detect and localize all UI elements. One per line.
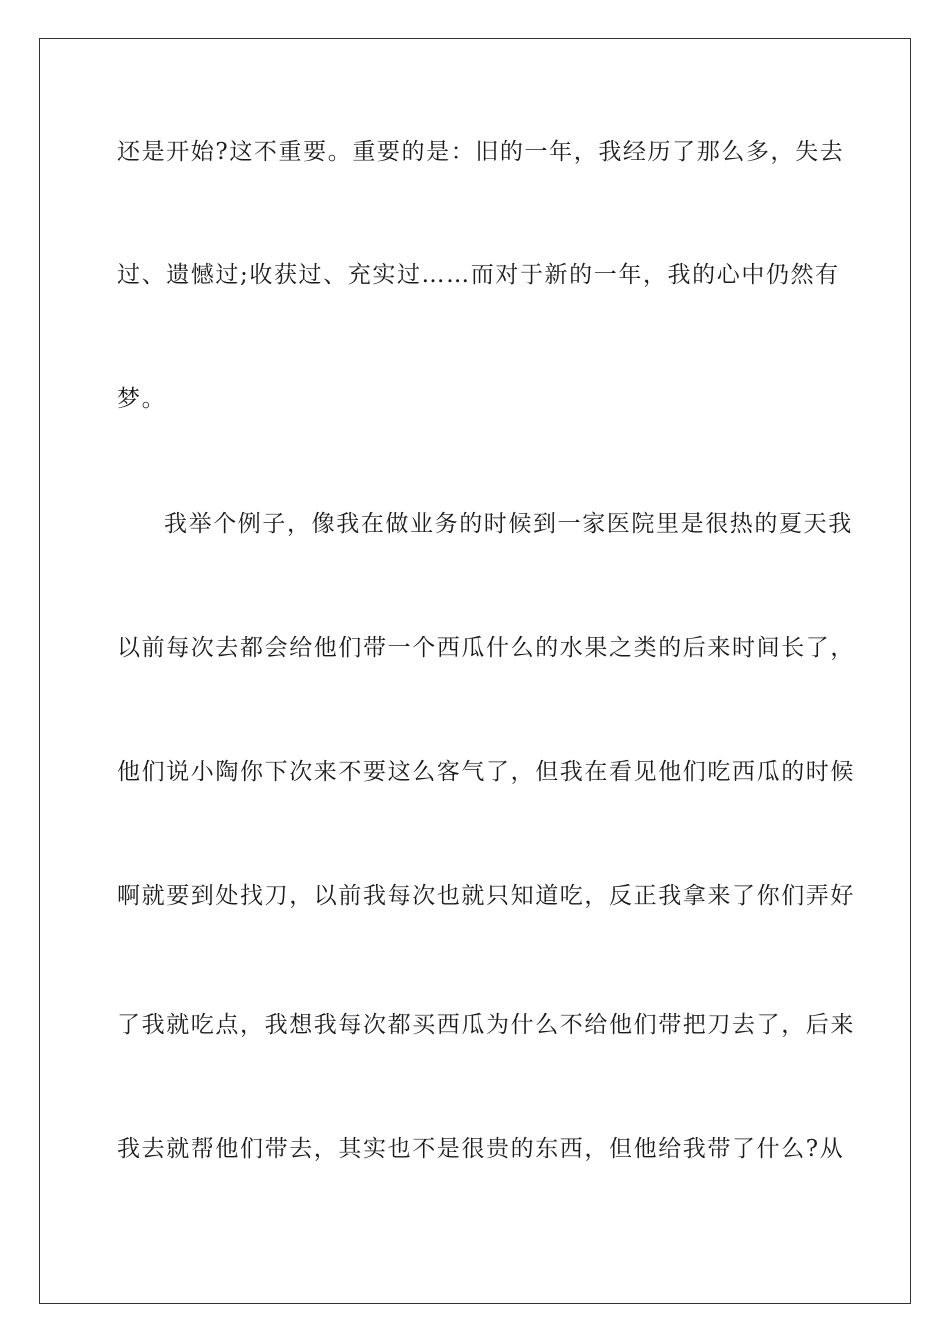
text-line: 了我就吃点，我想我每次都买西瓜为什么不给他们带把刀去了，后来 <box>117 1012 855 1038</box>
text-line: 还是开始?这不重要。重要的是：旧的一年，我经历了那么多，失去 <box>117 139 845 165</box>
text-line: 过、遗憾过;收获过、充实过……而对于新的一年，我的心中仍然有 <box>117 262 840 288</box>
text-line: 梦。 <box>117 386 167 412</box>
text-line: 我举个例子，像我在做业务的时候到一家医院里是很热的夏天我 <box>164 511 853 537</box>
text-line: 他们说小陶你下次来不要这么客气了，但我在看见他们吃西瓜的时候 <box>117 759 855 785</box>
text-line: 以前每次去都会给他们带一个西瓜什么的水果之类的后来时间长了， <box>117 635 855 661</box>
text-line: 啊就要到处找刀，以前我每次也就只知道吃，反正我拿来了你们弄好 <box>117 883 855 909</box>
text-line: 我去就帮他们带去，其实也不是很贵的东西，但他给我带了什么?从 <box>117 1136 845 1162</box>
page-border <box>39 38 911 1304</box>
